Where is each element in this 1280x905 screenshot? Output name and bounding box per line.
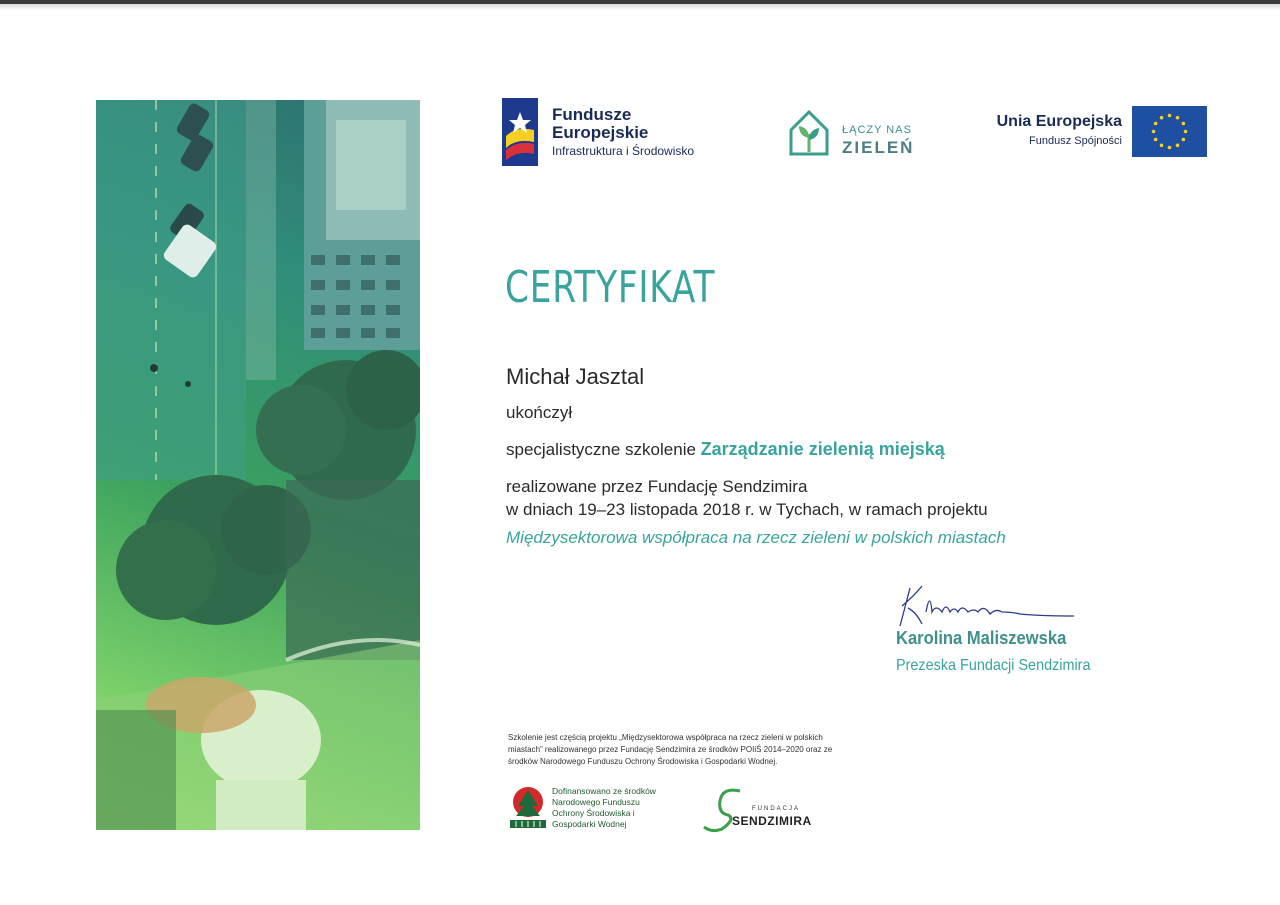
project-name: Międzysektorowa współpraca na rzecz zieleni w polskich miastach [506, 528, 1006, 547]
eu-star-icon [1160, 144, 1164, 148]
fundacja-sendzimira-logo [702, 787, 812, 833]
project-footnote: Szkolenie jest częścią projektu „Międzysektorowa współpraca na rzecz zieleni w polskich miastach” realizowanego przez Fundację Sendzimira ze środków POIiŚ 2014–2020 oraz ze środków Narodowego Funduszu Ochrony Środowiska i Gospodarki Wodnej. [508, 733, 833, 766]
fundusze-title: Fundusze Europejskie [552, 105, 649, 142]
sendzimira-text: SENDZIMIRA [732, 814, 812, 828]
fundusze-subtitle: Infrastruktura i Środowisko [552, 144, 695, 158]
ue-title: Unia Europejska [996, 113, 1122, 130]
eu-flag-icon [1132, 106, 1207, 157]
unia-europejska-label [982, 113, 1122, 147]
signer-role: Prezeska Fundacji Sendzimira [896, 657, 1091, 674]
eu-star-icon [1152, 130, 1156, 134]
eu-star-icon [1160, 116, 1164, 120]
training-line [506, 439, 945, 460]
eu-star-icon [1182, 138, 1186, 142]
organizer-line: realizowane przez Fundację Sendzimira [506, 477, 808, 496]
date-place-line: w dniach 19–23 listopada 2018 r. w Tychach, w ramach projektu [506, 500, 988, 519]
eu-star-icon [1176, 144, 1180, 148]
nfosigw-logo [508, 786, 668, 836]
scan-shadow [0, 4, 1280, 10]
recipient-name: Michał Jasztal [506, 364, 645, 389]
eu-star-icon [1184, 130, 1188, 134]
laczy-nas-text: ŁĄCZY NAS [842, 124, 912, 136]
laczy-nas-zielen-logo [787, 108, 927, 160]
certificate-title: CERTYFIKAT [505, 262, 716, 313]
completed-text: ukończył [506, 403, 573, 422]
eu-star-icon [1176, 116, 1180, 120]
aerial-city-photo [96, 100, 420, 830]
zielen-text: ZIELEŃ [842, 138, 915, 157]
nfosigw-text: Dofinansowano ze środków Narodowego Funduszu Ochrony Środowiska i Gospodarki Wodnej [552, 786, 656, 829]
house-sprout-icon [787, 108, 831, 158]
handwritten-signature [892, 582, 1082, 632]
ue-subtitle: Fundusz Spójności [1029, 135, 1122, 147]
eu-star-icon [1182, 122, 1186, 126]
signer-name: Karolina Maliszewska [896, 628, 1067, 648]
eu-star-icon [1168, 114, 1172, 118]
fundusze-europejskie-mark-icon [502, 98, 538, 166]
fundacja-text: FUNDACJA [752, 806, 801, 812]
eu-star-icon [1154, 138, 1158, 142]
eu-star-icon [1154, 122, 1158, 126]
eu-star-icon [1168, 146, 1172, 150]
training-prefix: specjalistyczne szkolenie [506, 440, 696, 459]
nfosigw-tree-icon [508, 786, 548, 830]
training-name: Zarządzanie zielenią miejską [700, 439, 945, 459]
fundusze-europejskie-logo [502, 98, 712, 166]
